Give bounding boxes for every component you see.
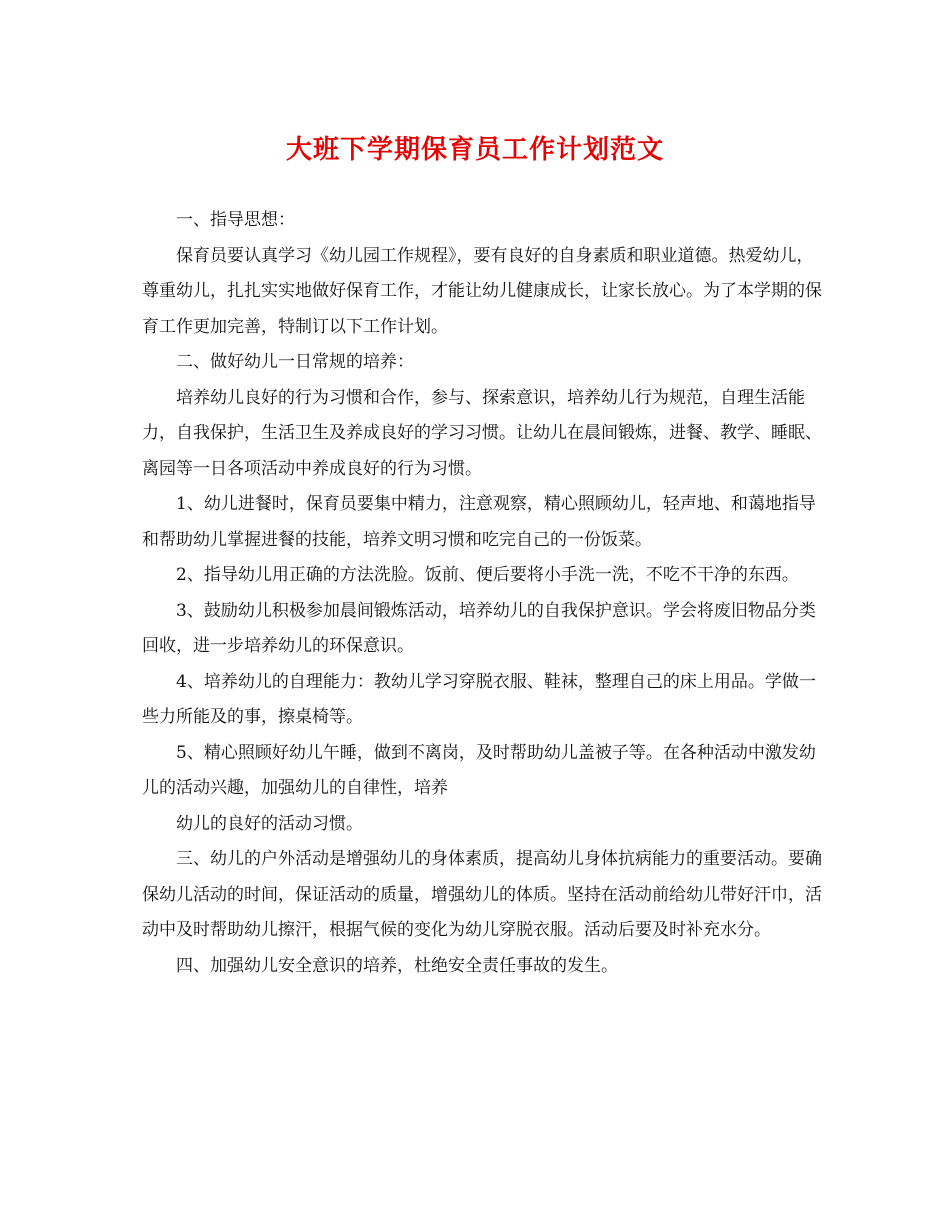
- section-heading-safety-awareness: 四、加强幼儿安全意识的培养，杜绝安全责任事故的发生。: [176, 955, 618, 976]
- list-item-washing: 2、指导幼儿用正确的方法洗脸。饭前、便后要将小手洗一洗，不吃不干净的东西。: [176, 565, 799, 585]
- section-heading-daily-routine: 二、做好幼儿一日常规的培养：: [176, 352, 414, 372]
- list-item-morning-exercise: 3、鼓励幼儿积极参加晨间锻炼活动，培养幼儿的自我保护意识。学会将废旧物品分类回收，进一步培养幼儿的环保意识。: [142, 600, 816, 656]
- document-body: [142, 203, 822, 984]
- list-item-self-care: 4、培养幼儿的自理能力：教幼儿学习穿脱衣服、鞋袜，整理自己的床上用品。学做一些力所能及的事，擦桌椅等。: [142, 671, 816, 727]
- list-item-nap-care-continued: 幼儿的良好的活动习惯。: [176, 813, 363, 834]
- list-item-nap-care: 5、精心照顾好幼儿午睡，做到不离岗，及时帮助幼儿盖被子等。在各种活动中激发幼儿的活动兴趣，加强幼儿的自律性，培养: [142, 742, 816, 798]
- paragraph-guiding-ideology: 保育员要认真学习《幼儿园工作规程》，要有良好的自身素质和职业道德。热爱幼儿，尊重幼儿，扎扎实实地做好保育工作，才能让幼儿健康成长，让家长放心。为了本学期的保育工作更加完善，特制订以下工作计划。: [142, 245, 822, 337]
- section-heading-guiding-ideology: 一、指导思想：: [176, 210, 295, 230]
- list-item-meals: 1、幼儿进餐时，保育员要集中精力，注意观察，精心照顾幼儿，轻声地、和蔼地指导和帮助幼儿掌握进餐的技能，培养文明习惯和吃完自己的一份饭菜。: [142, 494, 816, 550]
- section-heading-outdoor-activities: 三、幼儿的户外活动是增强幼儿的身体素质，提高幼儿身体抗病能力的重要活动。要确保幼儿活动的时间，保证活动的质量，增强幼儿的体质。坚持在活动前给幼儿带好汗巾，活动中及时帮助幼儿擦汗，根据气候的变化为幼儿穿脱衣服。活动后要及时补充水分。: [142, 849, 822, 940]
- document-title: 大班下学期保育员工作计划范文: [285, 135, 664, 165]
- paragraph-daily-routine: 培养幼儿良好的行为习惯和合作，参与、探索意识，培养幼儿行为规范，自理生活能力，自我保护，生活卫生及养成良好的学习习惯。让幼儿在晨间锻炼，进餐、教学、睡眠、离园等一日各项活动中养成良好的行为习惯。: [142, 387, 822, 479]
